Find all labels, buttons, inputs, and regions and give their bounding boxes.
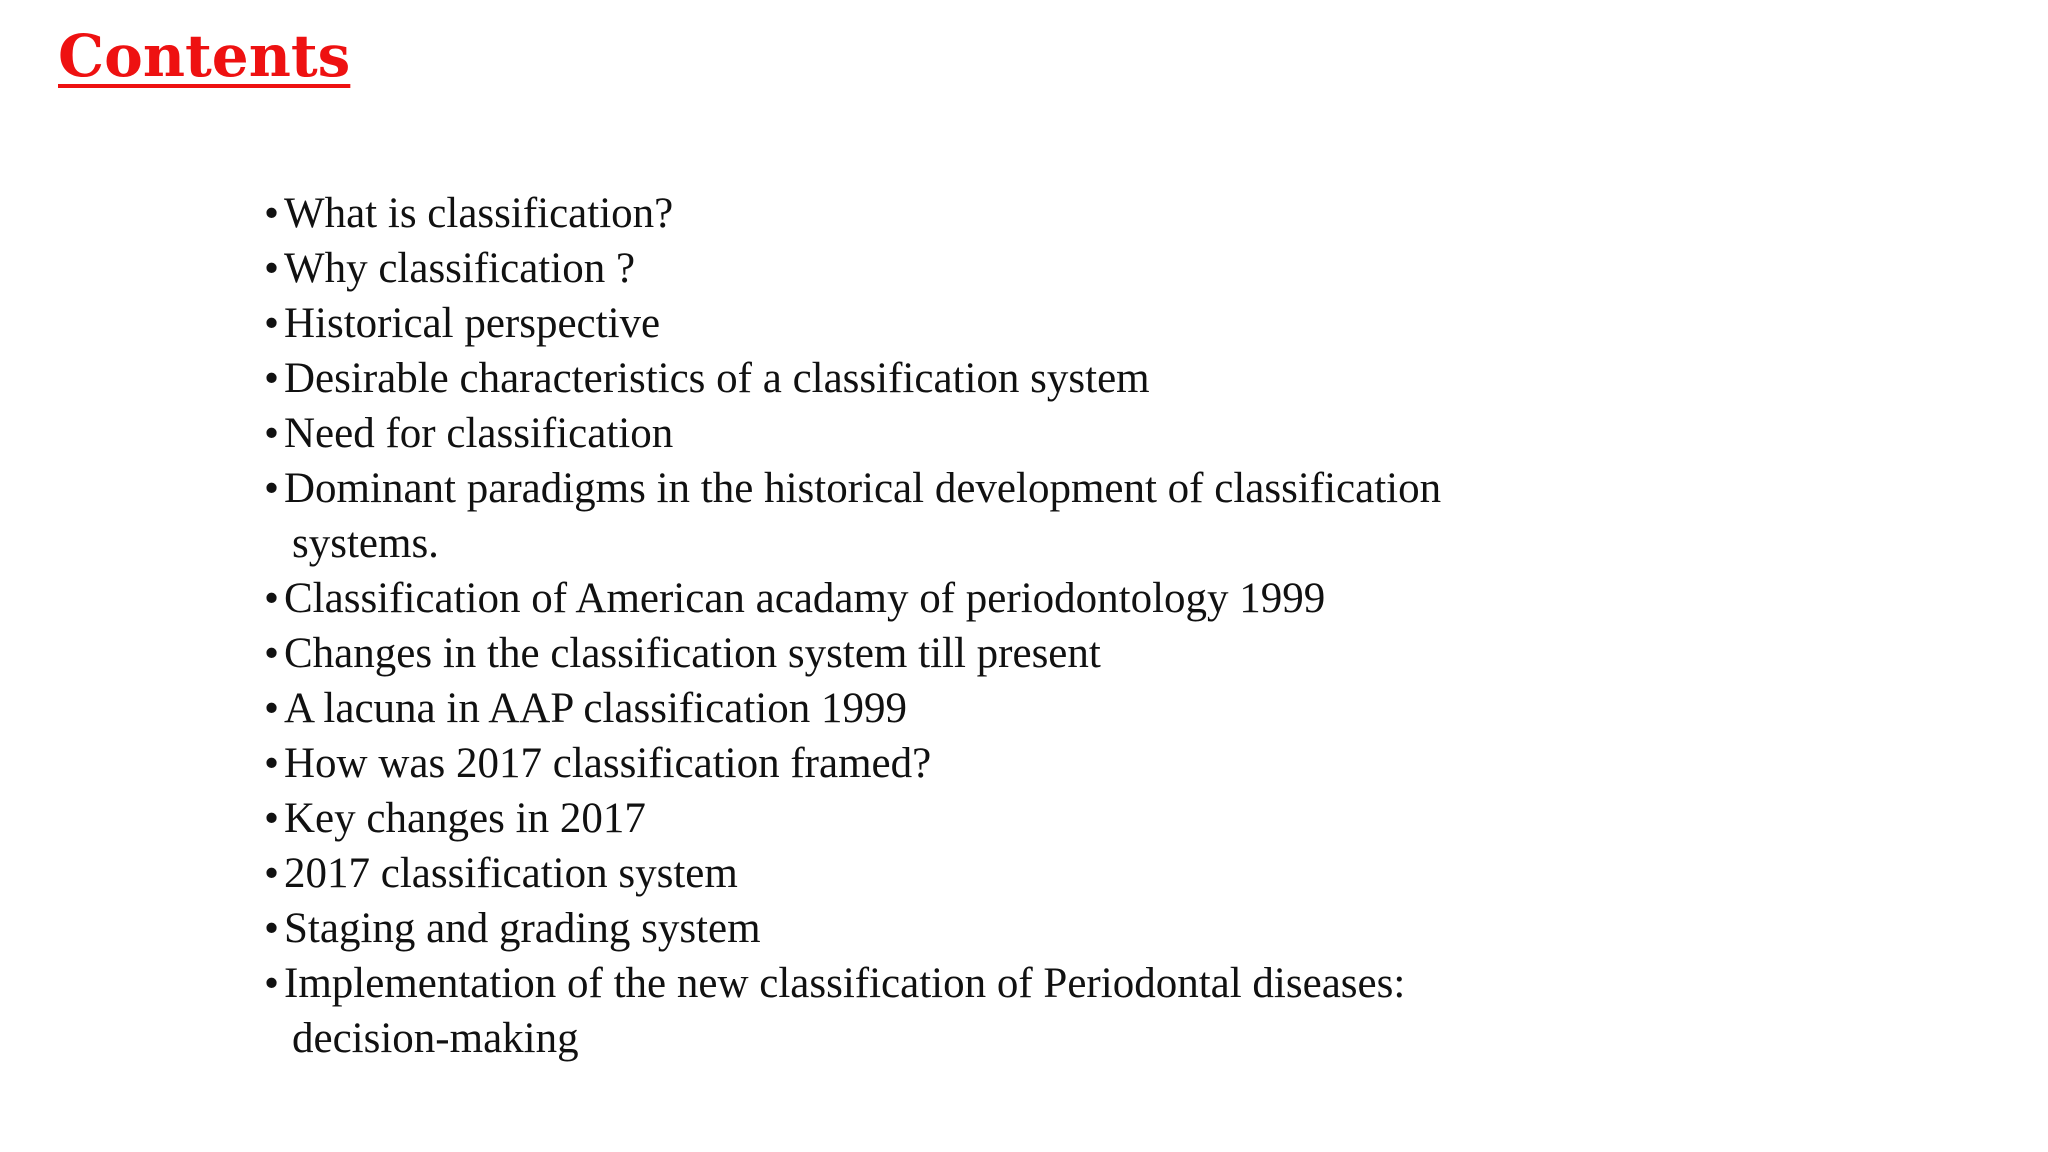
bullet-icon: • [264, 960, 280, 1007]
bullet-icon: • [264, 355, 280, 402]
bullet-icon: • [264, 190, 280, 237]
contents-item-text: Historical perspective [284, 300, 661, 347]
contents-item [264, 791, 1864, 846]
bullet-icon: • [264, 410, 280, 457]
contents-item-text: Staging and grading system [284, 905, 761, 952]
contents-item [264, 296, 1864, 351]
bullet-icon: • [264, 850, 280, 897]
bullet-icon: • [264, 740, 280, 787]
contents-item-text: Changes in the classification system till present [284, 630, 1101, 677]
contents-item-continuation: decision-making [292, 1015, 579, 1062]
contents-item [264, 901, 1864, 956]
contents-item-text: Dominant paradigms in the historical development of classification [284, 465, 1442, 512]
contents-item-text: Why classification ? [284, 245, 636, 292]
contents-item-text: A lacuna in AAP classification 1999 [284, 685, 907, 732]
contents-item [264, 846, 1864, 901]
bullet-icon: • [264, 630, 280, 677]
contents-item-text: Need for classification [284, 410, 674, 457]
bullet-icon: • [264, 575, 280, 622]
contents-item [264, 241, 1864, 296]
contents-item [264, 736, 1864, 791]
contents-item [264, 406, 1864, 461]
contents-item-text: Classification of American acadamy of periodontology 1999 [284, 575, 1326, 622]
contents-item [264, 626, 1864, 681]
contents-item-text: Implementation of the new classification of Periodontal diseases: [284, 960, 1406, 1007]
contents-item [264, 186, 1864, 241]
contents-item [264, 461, 1864, 571]
contents-item-text: 2017 classification system [284, 850, 738, 897]
contents-item-text: What is classification? [284, 190, 674, 237]
contents-item [264, 351, 1864, 406]
bullet-icon: • [264, 300, 280, 347]
bullet-icon: • [264, 245, 280, 292]
contents-item [264, 571, 1864, 626]
contents-item-continuation: systems. [292, 520, 439, 567]
contents-item [264, 956, 1864, 1066]
contents-list [264, 186, 1864, 1066]
contents-item-text: Key changes in 2017 [284, 795, 646, 842]
contents-item-text: How was 2017 classification framed? [284, 740, 932, 787]
contents-item [264, 681, 1864, 736]
bullet-icon: • [264, 465, 280, 512]
slide-title: Contents [58, 22, 351, 90]
bullet-icon: • [264, 685, 280, 732]
contents-item-text: Desirable characteristics of a classification system [284, 355, 1150, 402]
bullet-icon: • [264, 905, 280, 952]
bullet-icon: • [264, 795, 280, 842]
